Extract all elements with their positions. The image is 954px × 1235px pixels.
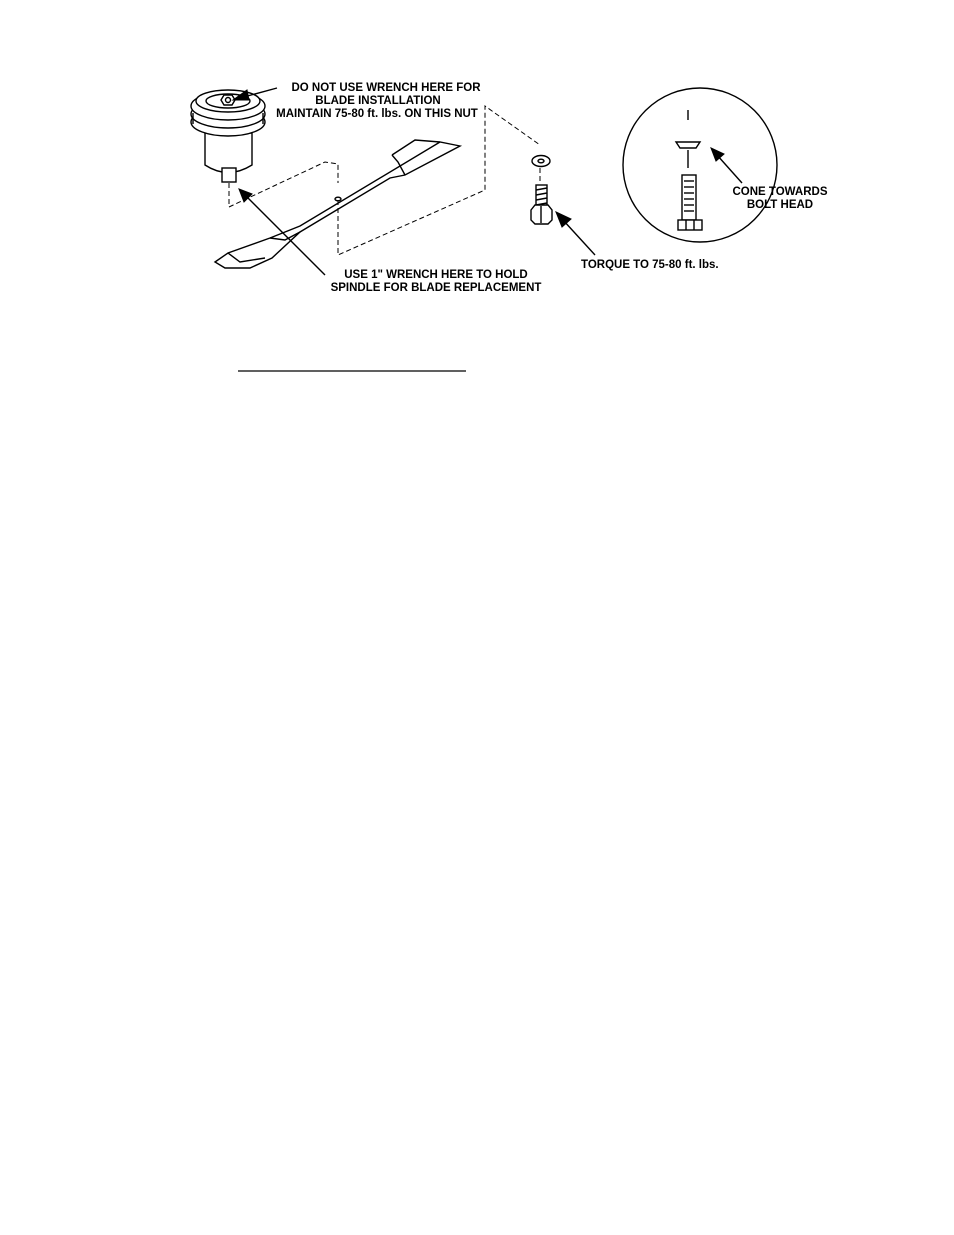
callout-spindle-wrench-line-2: SPINDLE FOR BLADE REPLACEMENT bbox=[330, 282, 542, 294]
spindle-assembly bbox=[191, 90, 265, 182]
callout-spindle-wrench-line-1: USE 1" WRENCH HERE TO HOLD bbox=[344, 269, 528, 281]
callout-torque bbox=[581, 259, 719, 271]
callout-cone-line-1: CONE TOWARDS bbox=[732, 186, 828, 198]
callout-spindle-wrench bbox=[331, 269, 542, 294]
callout-spindle-nut-line-1: DO NOT USE WRENCH HERE FOR bbox=[291, 82, 481, 94]
callout-spindle-nut bbox=[276, 82, 481, 120]
bolt-and-washer bbox=[531, 156, 552, 225]
callout-cone-line-2: BOLT HEAD bbox=[746, 199, 814, 211]
callout-torque-line-1: TORQUE TO 75-80 ft. lbs. bbox=[581, 259, 719, 271]
callout-spindle-nut-line-3: MAINTAIN 75-80 ft. lbs. ON THIS NUT bbox=[276, 108, 478, 120]
callout-cone bbox=[733, 186, 828, 211]
cone-detail-circle bbox=[623, 88, 777, 242]
callout-spindle-nut-line-2: BLADE INSTALLATION bbox=[315, 95, 441, 107]
